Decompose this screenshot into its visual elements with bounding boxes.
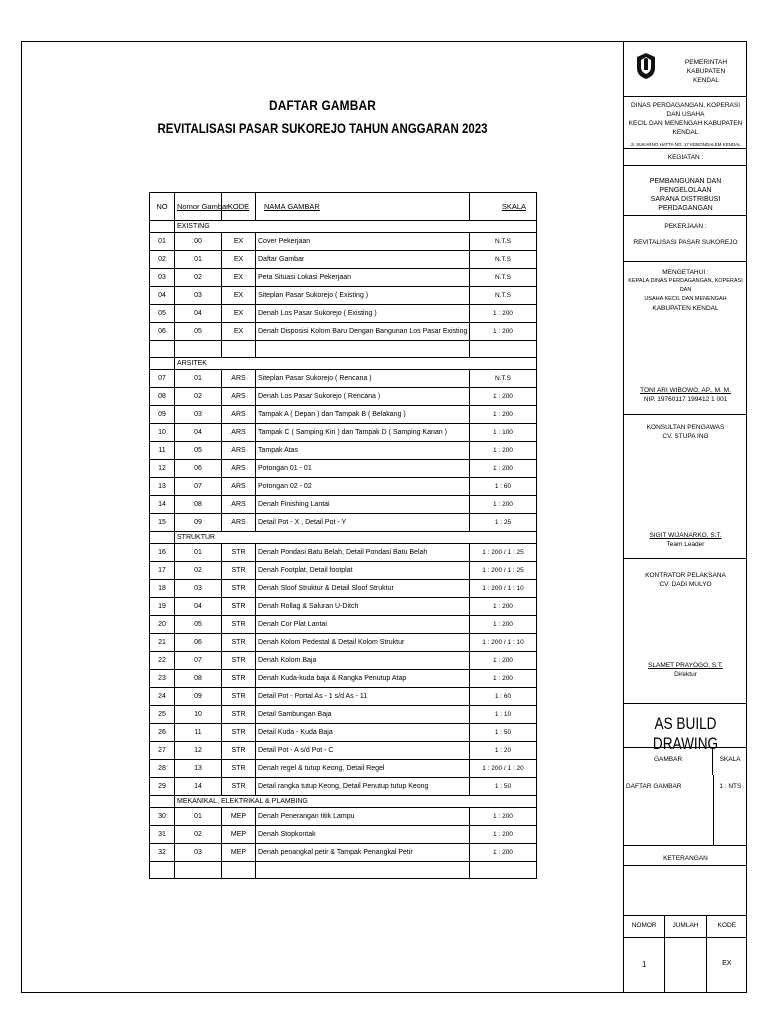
pekerjaan-block (624, 215, 747, 261)
cell-kode: STR (222, 670, 256, 688)
cell-skala: 1 : 200 (470, 670, 537, 688)
blank-cell (222, 862, 256, 879)
cell-nomor-gambar: 01 (175, 808, 222, 826)
cell-no: 15 (150, 514, 175, 532)
cell-skala: 1 : 200 (470, 460, 537, 478)
cell-nomor-gambar: 07 (175, 478, 222, 496)
cell-nama-gambar: Denah Cor Plat Lantai (256, 616, 470, 634)
konsultan-block (624, 414, 747, 558)
cell-nomor-gambar: 09 (175, 514, 222, 532)
cell-skala: 1 : 60 (470, 688, 537, 706)
dinas-line1: DINAS PERDAGANGAN, KOPERASI DAN USAHA (630, 102, 741, 118)
table-row (150, 724, 537, 742)
blank-cell (175, 862, 222, 879)
cell-no: 06 (150, 323, 175, 341)
header-nomor-gambar: Nomor Gambar (175, 193, 222, 221)
blank-cell (175, 341, 222, 358)
section-row (150, 221, 537, 233)
header-no: NO (150, 193, 175, 221)
dinas-address: Jl. SUKARNO HATTA NO. 17 KEBONDALEM KENDAL (630, 142, 741, 147)
cell-nomor-gambar: 05 (175, 616, 222, 634)
cell-nama-gambar: Tampak Atas (256, 442, 470, 460)
section-cell (150, 532, 175, 544)
cell-skala: 1 : 200 (470, 305, 537, 323)
skala-label: SKALA (719, 756, 741, 763)
cell-nomor-gambar: 07 (175, 652, 222, 670)
cell-skala: N.T.S (470, 233, 537, 251)
cell-nama-gambar: Potongan 02 - 02 (256, 478, 470, 496)
kontraktor-label: KONTRATOR PELAKSANA (645, 572, 726, 579)
gambar-skala-header (624, 747, 747, 775)
cell-nama-gambar: Denah Rollag & Saluran U-Ditch (256, 598, 470, 616)
cell-kode: STR (222, 778, 256, 796)
mengetahui-line1: KEPALA DINAS PERDAGANGAN, KOPERASI DAN (628, 278, 743, 293)
cell-nomor-gambar: 04 (175, 424, 222, 442)
direktur-role: Direktur (674, 671, 697, 678)
cell-nama-gambar: Tampak C ( Samping Kiri ) dan Tampak D ( Samping Kanan ) (256, 424, 470, 442)
blank-cell (256, 341, 470, 358)
cell-nomor-gambar: 06 (175, 460, 222, 478)
gambar-label: GAMBAR (624, 748, 713, 775)
blank-cell (470, 862, 537, 879)
nomor-header (624, 915, 747, 937)
cell-nama-gambar: Daftar Gambar (256, 251, 470, 269)
cell-no: 31 (150, 826, 175, 844)
cell-kode: STR (222, 742, 256, 760)
kegiatan-line1: PEMBANGUNAN DAN PENGELOLAAN (649, 178, 722, 194)
pekerjaan-value: REVITALISASI PASAR SUKOREJO (633, 239, 738, 246)
mengetahui-label: MENGETAHUI : (662, 269, 709, 276)
cell-kode: STR (222, 598, 256, 616)
cell-nama-gambar: Detail Pot - Portal As - 1 s/d As - 11 (256, 688, 470, 706)
cell-skala: 1 : 20 (470, 742, 537, 760)
cell-skala: 1 : 50 (470, 778, 537, 796)
cell-no: 16 (150, 544, 175, 562)
cell-kode: STR (222, 580, 256, 598)
cell-nomor-gambar: 03 (175, 287, 222, 305)
cell-nomor-gambar: 14 (175, 778, 222, 796)
cell-no: 29 (150, 778, 175, 796)
cell-skala: 1 : 200 / 1 : 25 (470, 562, 537, 580)
section-title: ARSITEK (175, 358, 537, 370)
table-row (150, 424, 537, 442)
cell-no: 03 (150, 269, 175, 287)
cell-kode: STR (222, 760, 256, 778)
cell-kode: EX (222, 323, 256, 341)
cell-kode: STR (222, 706, 256, 724)
cell-skala: 1 : 200 (470, 442, 537, 460)
header-kode: KODE (222, 193, 256, 221)
table-row (150, 323, 537, 341)
cell-nomor-gambar: 01 (175, 251, 222, 269)
cell-skala: 1 : 200 (470, 652, 537, 670)
cell-no: 11 (150, 442, 175, 460)
gov-line1: PEMERINTAH KABUPATEN (684, 59, 728, 75)
page-title: DAFTAR GAMBAR (268, 97, 377, 113)
table-body (150, 221, 537, 879)
table-row (150, 826, 537, 844)
cell-nomor-gambar: 01 (175, 370, 222, 388)
table-row (150, 670, 537, 688)
gov-line2: KENDAL (692, 77, 719, 84)
kegiatan-line2: SARANA DISTRIBUSI PERDAGANGAN (650, 196, 721, 212)
kepala-name: TONI ARI WIBOWO, AP., M. M. (640, 387, 731, 394)
cell-kode: STR (222, 724, 256, 742)
table-row (150, 562, 537, 580)
cell-nama-gambar: Detail Pot - X , Detail Pot - Y (256, 514, 470, 532)
drawing-list-table (149, 192, 537, 879)
as-build-label: AS BUILD DRAWING (652, 714, 719, 753)
kegiatan-label: KEGIATAN : (667, 154, 704, 161)
cell-no: 32 (150, 844, 175, 862)
cell-skala: 1 : 60 (470, 478, 537, 496)
blank-cell (150, 862, 175, 879)
cell-skala: 1 : 200 (470, 496, 537, 514)
table-row (150, 580, 537, 598)
cell-skala: N.T.S (470, 251, 537, 269)
cell-nama-gambar: Denah Footplat, Detail footplat (256, 562, 470, 580)
cell-skala: 1 : 200 / 1 : 10 (470, 580, 537, 598)
section-row (150, 796, 537, 808)
table-row (150, 688, 537, 706)
cell-skala: 1 : 200 / 1 : 25 (470, 544, 537, 562)
gambar-value: DAFTAR GAMBAR (624, 775, 714, 845)
table-row (150, 233, 537, 251)
cell-no: 27 (150, 742, 175, 760)
cell-no: 22 (150, 652, 175, 670)
keterangan-divider (624, 865, 747, 866)
cell-nomor-gambar: 05 (175, 442, 222, 460)
cell-kode: STR (222, 616, 256, 634)
table-header-row (150, 193, 537, 221)
table-row (150, 287, 537, 305)
section-title: STRUKTUR (175, 532, 537, 544)
section-cell (150, 358, 175, 370)
cell-nama-gambar: Denah Sloof Struktur & Detail Sloof Struktur (256, 580, 470, 598)
blank-row (150, 341, 537, 358)
cell-no: 17 (150, 562, 175, 580)
table-row (150, 370, 537, 388)
cell-nama-gambar: Peta Situasi Lokasi Pekerjaan (256, 269, 470, 287)
cell-nama-gambar: Detail Sambungan Baja (256, 706, 470, 724)
skala-value: 1 : NTS (719, 783, 742, 790)
cell-skala: N.T.S (470, 269, 537, 287)
kepala-nip: NIP. 19760117 199412 1 001 (643, 396, 728, 403)
cell-kode: STR (222, 652, 256, 670)
blank-cell (256, 862, 470, 879)
cell-nomor-gambar: 02 (175, 562, 222, 580)
as-build-block (624, 703, 747, 753)
table-row (150, 844, 537, 862)
cell-skala: 1 : 200 (470, 826, 537, 844)
cell-nama-gambar: Siteplan Pasar Sukorejo ( Rencana ) (256, 370, 470, 388)
table-row (150, 742, 537, 760)
cell-skala: 1 : 100 (470, 424, 537, 442)
nomor-value: 1 (624, 938, 665, 992)
cell-nama-gambar: Siteplan Pasar Sukorejo ( Existing ) (256, 287, 470, 305)
cell-kode: ARS (222, 424, 256, 442)
table-row (150, 514, 537, 532)
cell-nomor-gambar: 09 (175, 688, 222, 706)
cell-nomor-gambar: 01 (175, 544, 222, 562)
jumlah-label: JUMLAH (665, 916, 706, 937)
keterangan-block (624, 845, 747, 915)
page-subtitle: REVITALISASI PASAR SUKOREJO TAHUN ANGGARAN 2023 (157, 120, 488, 136)
cell-kode: ARS (222, 514, 256, 532)
kontraktor-name: CV. DADI MULYO (659, 581, 712, 588)
table-row (150, 496, 537, 514)
cell-nama-gambar: Denah Los Pasar Sukorejo ( Existing ) (256, 305, 470, 323)
cell-nama-gambar: Denah Pondasi Batu Belah, Detail Pondasi Batu Belah (256, 544, 470, 562)
jumlah-value (665, 938, 706, 992)
table-row (150, 269, 537, 287)
table-row (150, 616, 537, 634)
cell-no: 28 (150, 760, 175, 778)
dinas-line2: KECIL DAN MENENGAH KABUPATEN KENDAL (628, 120, 743, 136)
cell-skala: 1 : 200 (470, 808, 537, 826)
cell-nama-gambar: Cover Pekerjaan (256, 233, 470, 251)
cell-nomor-gambar: 13 (175, 760, 222, 778)
cell-kode: ARS (222, 478, 256, 496)
cell-no: 10 (150, 424, 175, 442)
table-row (150, 634, 537, 652)
pekerjaan-label: PEKERJAAN : (664, 223, 707, 230)
kegiatan-label-block (624, 148, 747, 165)
cell-no: 25 (150, 706, 175, 724)
dinas-block (624, 96, 747, 148)
table-row (150, 808, 537, 826)
cell-skala: 1 : 200 (470, 406, 537, 424)
cell-kode: STR (222, 562, 256, 580)
section-title: EXISTING (175, 221, 537, 233)
cell-nomor-gambar: 04 (175, 598, 222, 616)
table-row (150, 251, 537, 269)
gambar-skala-values (624, 775, 747, 845)
cell-skala: 1 : 50 (470, 724, 537, 742)
section-cell (150, 221, 175, 233)
cell-nomor-gambar: 02 (175, 826, 222, 844)
cell-nama-gambar: Denah Kuda-kuda baja & Rangka Penutup Atap (256, 670, 470, 688)
cell-kode: STR (222, 544, 256, 562)
kode-value: EX (722, 960, 732, 967)
table-row (150, 305, 537, 323)
cell-kode: MEP (222, 808, 256, 826)
cell-skala: 1 : 200 (470, 844, 537, 862)
cell-nomor-gambar: 04 (175, 305, 222, 323)
konsultan-name: CV. STUPA ING (662, 433, 709, 440)
table-row (150, 478, 537, 496)
cell-no: 13 (150, 478, 175, 496)
cell-skala: 1 : 25 (470, 514, 537, 532)
title-block (623, 42, 747, 992)
header-nama-gambar: NAMA GAMBAR (256, 193, 470, 221)
cell-nama-gambar: Denah Kolom Pedestal & Detail Kolom Struktur (256, 634, 470, 652)
table-row (150, 460, 537, 478)
cell-skala: N.T.S (470, 287, 537, 305)
cell-nomor-gambar: 03 (175, 844, 222, 862)
cell-no: 08 (150, 388, 175, 406)
keterangan-label: KETERANGAN (663, 855, 708, 862)
cell-no: 30 (150, 808, 175, 826)
mengetahui-line2: USAHA KECIL DAN MENENGAH (644, 296, 727, 302)
cell-nomor-gambar: 02 (175, 269, 222, 287)
kontraktor-block (624, 558, 747, 703)
cell-no: 18 (150, 580, 175, 598)
section-cell (150, 796, 175, 808)
cell-nomor-gambar: 11 (175, 724, 222, 742)
blank-cell (470, 341, 537, 358)
cell-nama-gambar: Detail Pot - A s/d Pot - C (256, 742, 470, 760)
cell-no: 19 (150, 598, 175, 616)
cell-nama-gambar: Detail Kuda - Kuda Baja (256, 724, 470, 742)
section-title: MEKANIKAL, ELEKTRIKAL & PLAMBING (175, 796, 537, 808)
blank-row (150, 862, 537, 879)
cell-skala: 1 : 200 (470, 388, 537, 406)
cell-kode: ARS (222, 496, 256, 514)
table-row (150, 652, 537, 670)
cell-nama-gambar: Denah Stopkontak (256, 826, 470, 844)
mengetahui-line3: KABUPATEN KENDAL (652, 305, 719, 312)
cell-nama-gambar: Potongan 01 - 01 (256, 460, 470, 478)
nomor-label: NOMOR (624, 916, 665, 937)
cell-nama-gambar: Tampak A ( Depan ) dan Tampak B ( Belakang ) (256, 406, 470, 424)
cell-skala: N.T.S (470, 370, 537, 388)
cell-skala: 1 : 200 / 1 : 10 (470, 634, 537, 652)
cell-no: 01 (150, 233, 175, 251)
cell-no: 21 (150, 634, 175, 652)
table-row (150, 706, 537, 724)
cell-nomor-gambar: 08 (175, 496, 222, 514)
cell-nama-gambar: Denah Finishing Lantai (256, 496, 470, 514)
kegiatan-block (624, 165, 747, 215)
cell-kode: ARS (222, 370, 256, 388)
gov-label (668, 58, 744, 85)
cell-nomor-gambar: 05 (175, 323, 222, 341)
cell-nomor-gambar: 10 (175, 706, 222, 724)
cell-kode: EX (222, 233, 256, 251)
cell-nama-gambar: Denah regel & tutup Keong, Detail Regel (256, 760, 470, 778)
cell-nama-gambar: Denah Disposisi Kolom Baru Dengan Bangunan Los Pasar Existing (256, 323, 470, 341)
cell-kode: ARS (222, 442, 256, 460)
cell-nomor-gambar: 08 (175, 670, 222, 688)
cell-nomor-gambar: 06 (175, 634, 222, 652)
cell-nomor-gambar: 02 (175, 388, 222, 406)
cell-no: 12 (150, 460, 175, 478)
konsultan-label: KONSULTAN PENGAWAS (646, 424, 725, 431)
table-row (150, 598, 537, 616)
table-row (150, 388, 537, 406)
nomor-values (624, 937, 747, 992)
mengetahui-block (624, 261, 747, 414)
cell-no: 14 (150, 496, 175, 514)
cell-no: 04 (150, 287, 175, 305)
cell-kode: STR (222, 634, 256, 652)
cell-no: 07 (150, 370, 175, 388)
cell-skala: 1 : 200 (470, 616, 537, 634)
cell-kode: ARS (222, 406, 256, 424)
cell-skala: 1 : 200 / 1 : 20 (470, 760, 537, 778)
section-row (150, 532, 537, 544)
table-row (150, 544, 537, 562)
cell-no: 20 (150, 616, 175, 634)
cell-nomor-gambar: 12 (175, 742, 222, 760)
table-row (150, 778, 537, 796)
blank-cell (150, 341, 175, 358)
cell-nama-gambar: Denah Los Pasar Sukorejo ( Rencana ) (256, 388, 470, 406)
blank-cell (222, 341, 256, 358)
cell-nama-gambar: Denah Kolom Baja (256, 652, 470, 670)
table-row (150, 406, 537, 424)
cell-nomor-gambar: 00 (175, 233, 222, 251)
cell-skala: 1 : 200 (470, 598, 537, 616)
cell-nomor-gambar: 03 (175, 406, 222, 424)
drawing-frame (21, 41, 747, 993)
section-row (150, 358, 537, 370)
cell-kode: EX (222, 305, 256, 323)
cell-nama-gambar: Detail rangka tutup Keong, Detail Penutup tutup Keong (256, 778, 470, 796)
cell-kode: MEP (222, 826, 256, 844)
leader-name: SIGIT WIJANARKO, S.T. (649, 532, 722, 539)
cell-nomor-gambar: 03 (175, 580, 222, 598)
cell-nama-gambar: Denah Penerangan titik Lampu (256, 808, 470, 826)
table-row (150, 442, 537, 460)
direktur-name: SLAMET PRAYOGO, S.T. (648, 662, 723, 669)
cell-kode: MEP (222, 844, 256, 862)
table-row (150, 760, 537, 778)
cell-kode: ARS (222, 388, 256, 406)
leader-role: Team Leader (666, 541, 705, 548)
cell-kode: EX (222, 269, 256, 287)
kode-label: KODE (717, 922, 737, 929)
cell-no: 24 (150, 688, 175, 706)
cell-kode: EX (222, 251, 256, 269)
cell-skala: 1 : 10 (470, 706, 537, 724)
cell-nama-gambar: Denah penangkal petir & Tampak Penangkal Petir (256, 844, 470, 862)
kendal-emblem-icon (636, 52, 656, 80)
cell-kode: EX (222, 287, 256, 305)
cell-skala: 1 : 200 (470, 323, 537, 341)
cell-no: 09 (150, 406, 175, 424)
header-skala: SKALA (470, 193, 537, 221)
cell-kode: ARS (222, 460, 256, 478)
cell-no: 02 (150, 251, 175, 269)
cell-no: 23 (150, 670, 175, 688)
cell-no: 05 (150, 305, 175, 323)
cell-kode: STR (222, 688, 256, 706)
cell-no: 26 (150, 724, 175, 742)
